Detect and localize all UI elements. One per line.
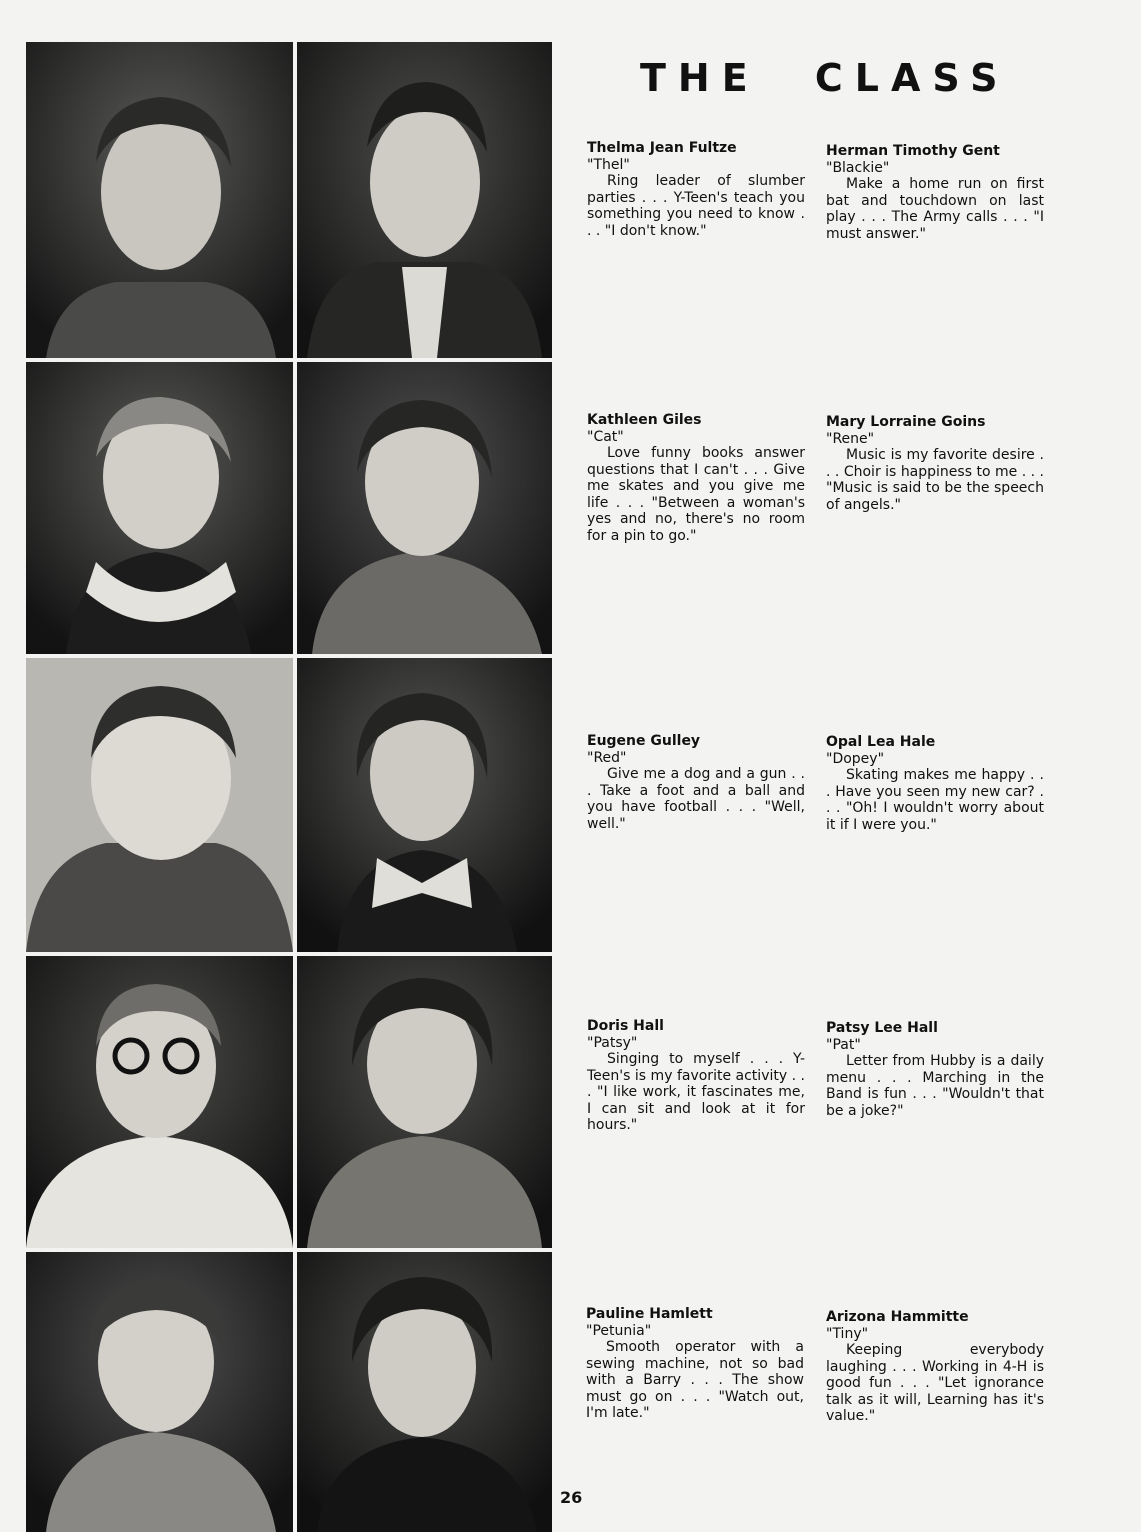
student-name: Mary Lorraine Goins [826,414,986,430]
student-name: Patsy Lee Hall [826,1020,938,1036]
student-nickname: "Red" [587,749,627,766]
portrait-photo [26,956,293,1248]
student-bio: Ring leader of slumber parties . . . Y-Teen's teach you something you need to know . . . "I don't know." [587,173,805,239]
student-entry [826,1309,1044,1425]
student-nickname: "Petunia" [586,1322,652,1339]
student-name: Kathleen Giles [587,412,702,428]
student-name: Arizona Hammitte [826,1309,969,1325]
student-name: Pauline Hamlett [586,1306,713,1322]
student-bio: Smooth operator with a sewing machine, not so bad with a Barry . . . The show must go on . . . "Watch out, I'm late." [586,1339,804,1421]
student-name: Eugene Gulley [587,733,701,749]
student-nickname: "Rene" [826,430,875,447]
student-nickname: "Cat" [587,428,624,445]
portrait-photo [26,658,293,952]
portrait-grid [26,42,552,1532]
portrait-photo [297,362,552,654]
student-bio: Give me a dog and a gun . . . Take a foot and a ball and you have football . . . "Well, well." [587,766,805,832]
student-entry [826,1020,1044,1119]
page-number: 26 [560,1488,583,1507]
student-nickname: "Tiny" [826,1325,869,1342]
student-bio: Music is my favorite desire . . . Choir is happiness to me . . . "Music is said to be the speech of angels." [826,447,1044,513]
student-name: Thelma Jean Fultze [587,140,737,156]
student-nickname: "Blackie" [826,159,890,176]
student-entry [826,414,1044,513]
portrait-photo [297,1252,552,1532]
student-entry [587,1018,805,1134]
student-bio: Love funny books answer questions that I can't . . . Give me skates and you give me life . . . "Between a woman's yes and no, there's no room for a pin to go." [587,445,805,544]
student-entry [587,140,805,239]
portrait-photo [26,42,293,358]
student-bio: Singing to myself . . . Y-Teen's is my favorite activity . . . "I like work, it fascinates me, I can sit and look at it for hours." [587,1051,805,1133]
student-entry [586,1306,804,1422]
student-entry [826,143,1044,242]
portrait-photo [297,658,552,952]
student-entry [587,412,805,544]
student-nickname: "Dopey" [826,750,885,767]
portrait-photo [26,1252,293,1532]
student-entry [826,734,1044,833]
student-bio: Make a home run on first bat and touchdown on last play . . . The Army calls . . . "I must answer." [826,176,1044,242]
portrait-photo [297,42,552,358]
student-name: Opal Lea Hale [826,734,936,750]
portrait-photo [26,362,293,654]
student-entry [587,733,805,832]
student-nickname: "Patsy" [587,1034,638,1051]
student-bio: Skating makes me happy . . . Have you seen my new car? . . . "Oh! I wouldn't worry about it if I were you." [826,767,1044,833]
student-name: Herman Timothy Gent [826,143,1000,159]
portrait-photo [297,956,552,1248]
student-nickname: "Thel" [587,156,630,173]
student-nickname: "Pat" [826,1036,861,1053]
student-bio: Letter from Hubby is a daily menu . . . Marching in the Band is fun . . . "Wouldn't that be a joke?" [826,1053,1044,1119]
page-title: THE CLASS [640,56,1010,100]
student-bio: Keeping everybody laughing . . . Working in 4-H is good fun . . . "Let ignorance talk as it will, Learning has it's value." [826,1342,1044,1424]
student-name: Doris Hall [587,1018,664,1034]
